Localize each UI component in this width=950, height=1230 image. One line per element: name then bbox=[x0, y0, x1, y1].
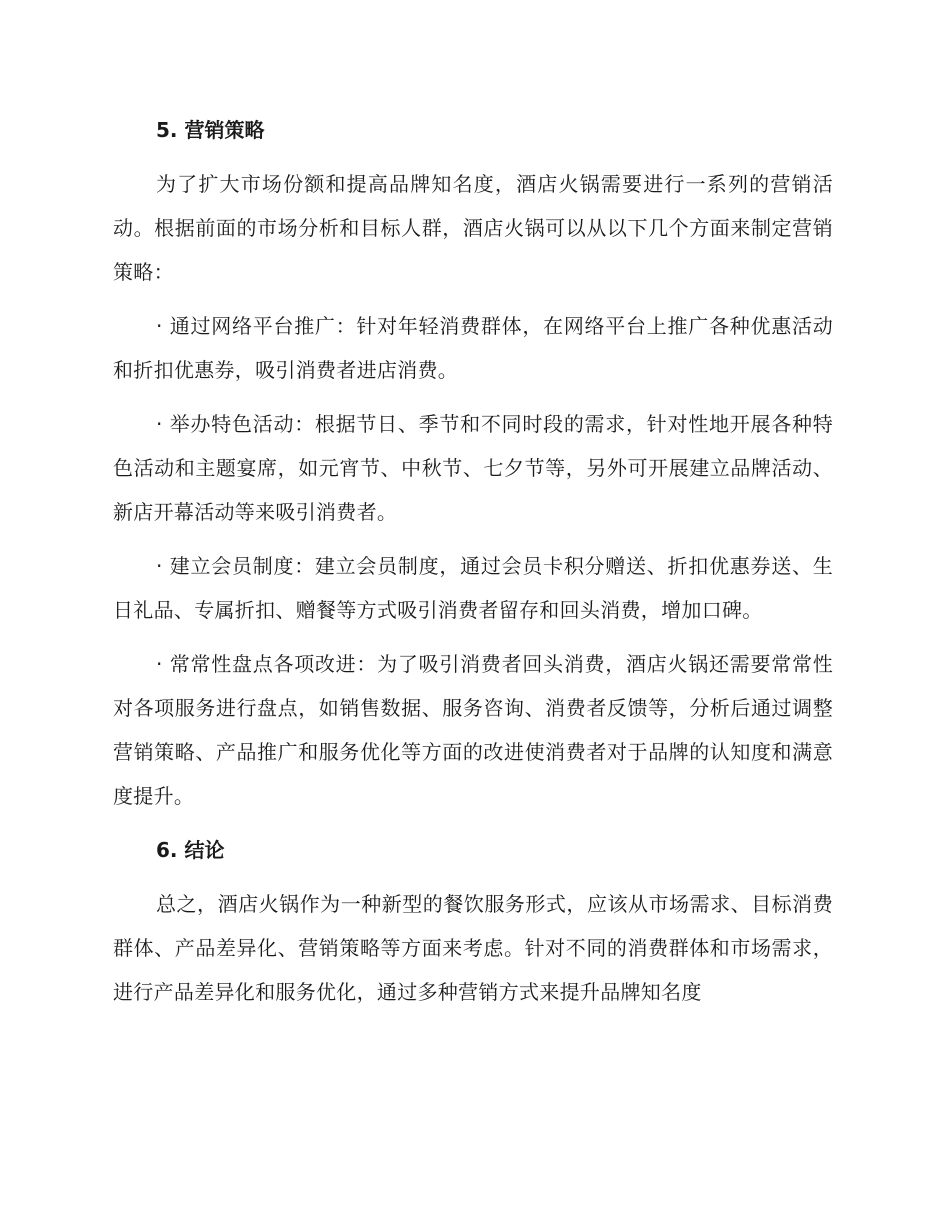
section-heading-conclusion: 6. 结论 bbox=[156, 838, 225, 862]
paragraph-conclusion: 总之，酒店火锅作为一种新型的餐饮服务形式，应该从市场需求、目标消费群体、产品差异化、营销策略等方面来考虑。针对不同的消费群体和市场需求，进行产品差异化和服务优化，通过多种营销方式来提升品牌知名度 bbox=[113, 892, 833, 1004]
document-page bbox=[113, 108, 833, 1014]
bullet-online-promotion: · 通过网络平台推广：针对年轻消费群体，在网络平台上推广各种优惠活动和折扣优惠券，吸引消费者进店消费。 bbox=[113, 314, 833, 382]
bullet-regular-review: · 常常性盘点各项改进：为了吸引消费者回头消费，酒店火锅还需要常常性对各项服务进行盘点，如销售数据、服务咨询、消费者反馈等，分析后通过调整营销策略、产品推广和服务优化等方面的改进使消费者对于品牌的认知度和满意度提升。 bbox=[113, 652, 833, 808]
section-heading-marketing: 5. 营销策略 bbox=[156, 118, 265, 142]
bullet-special-events: · 举办特色活动：根据节日、季节和不同时段的需求，针对性地开展各种特色活动和主题宴席，如元宵节、中秋节、七夕节等，另外可开展建立品牌活动、新店开幕活动等来吸引消费者。 bbox=[113, 412, 833, 524]
paragraph-marketing-intro: 为了扩大市场份额和提高品牌知名度，酒店火锅需要进行一系列的营销活动。根据前面的市场分析和目标人群，酒店火锅可以从以下几个方面来制定营销策略： bbox=[113, 172, 833, 284]
bullet-membership: · 建立会员制度：建立会员制度，通过会员卡积分赠送、折扣优惠券送、生日礼品、专属折扣、赠餐等方式吸引消费者留存和回头消费，增加口碑。 bbox=[113, 554, 833, 622]
